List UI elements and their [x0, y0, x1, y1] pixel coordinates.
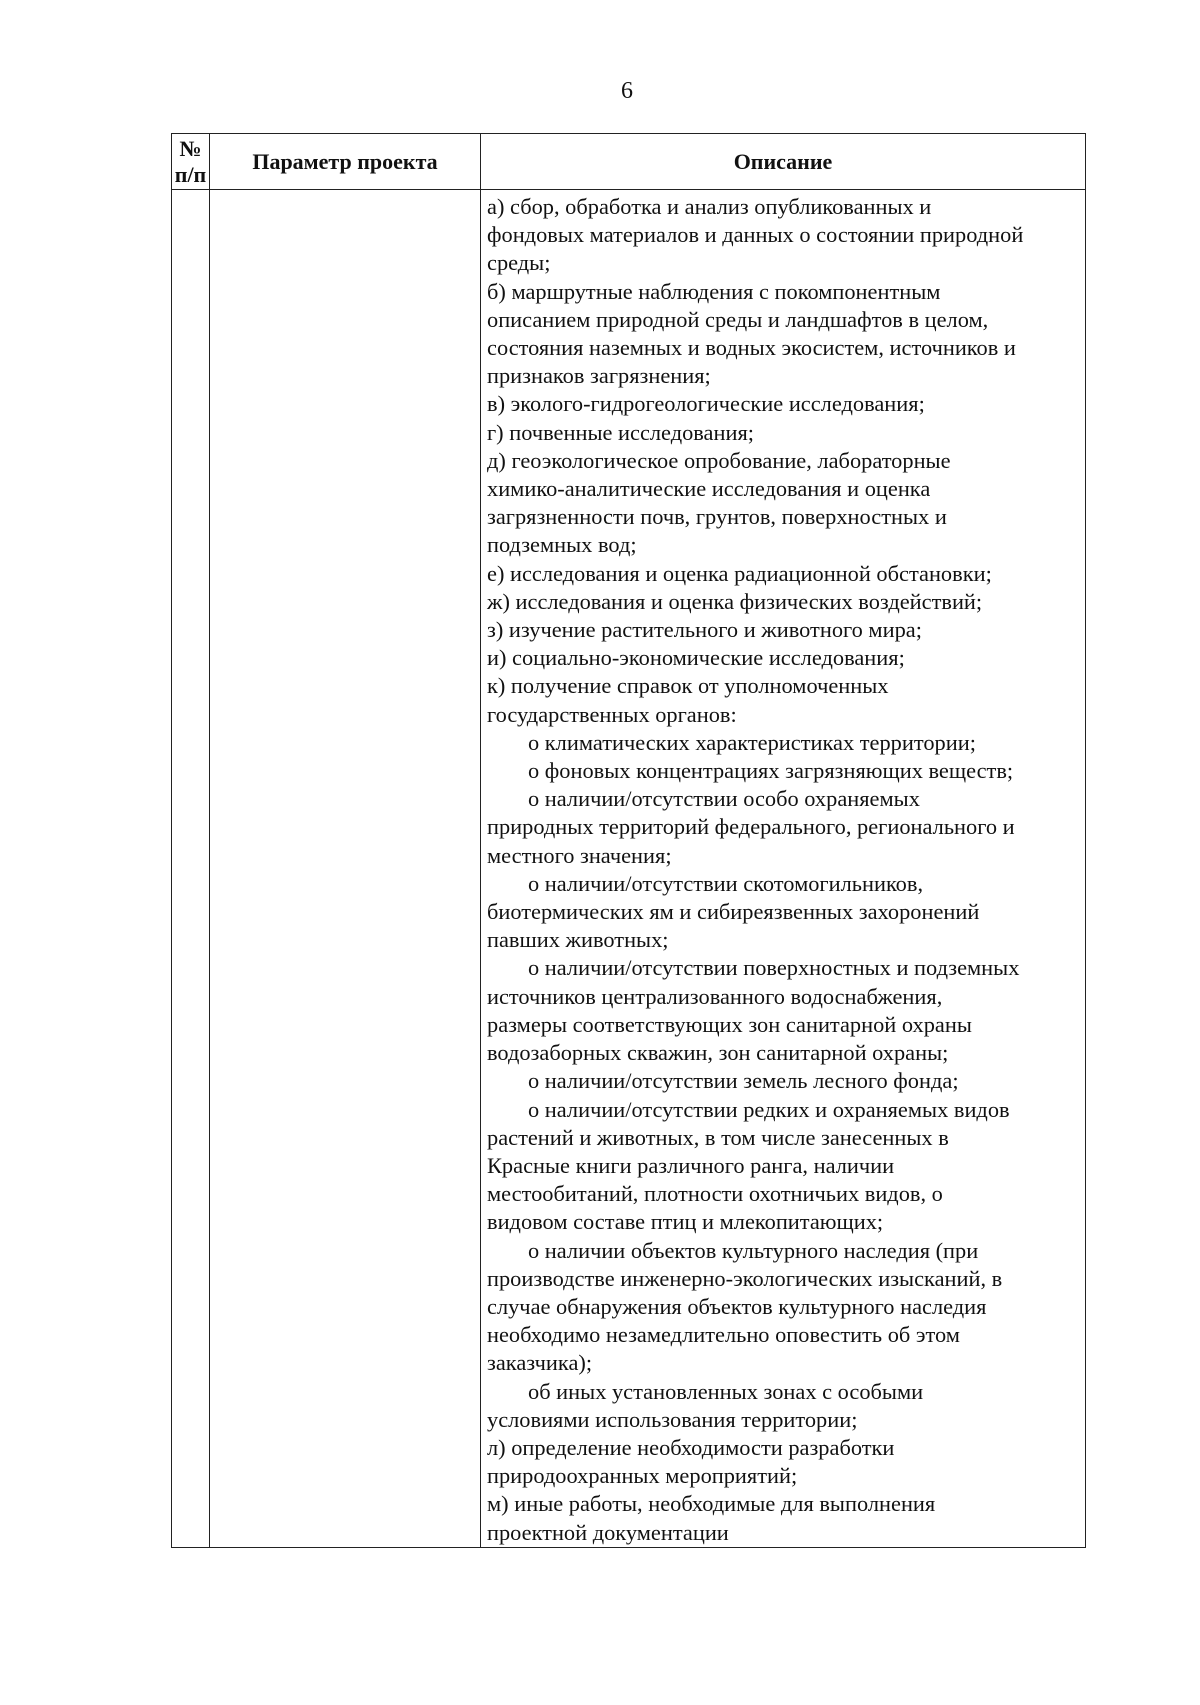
description-line: среды;	[487, 250, 551, 276]
description-line: фондовых материалов и данных о состоянии природной	[487, 222, 1024, 248]
description-line: и) социально-экономические исследования;	[487, 645, 905, 671]
description-line: о наличии/отсутствии особо охраняемых	[528, 786, 920, 812]
description-line: проектной документации	[487, 1519, 729, 1545]
description-line: павших животных;	[487, 927, 669, 953]
header-number-abbrev: п/п	[174, 161, 207, 187]
description-line: о наличии/отсутствии поверхностных и подземных	[528, 955, 1020, 981]
description-line: о климатических характеристиках территории;	[528, 729, 976, 755]
row-number-cell	[172, 190, 210, 1548]
header-number	[172, 134, 210, 190]
table-row	[172, 190, 1086, 1548]
description-line: а) сбор, обработка и анализ опубликованных и	[487, 194, 932, 219]
description-line: государственных органов:	[487, 701, 737, 727]
description-line: необходимо незамедлительно оповестить об этом	[487, 1322, 960, 1348]
description-line: заказчика);	[487, 1350, 593, 1376]
description-line: химико-аналитические исследования и оценка	[487, 476, 931, 502]
project-parameters-table	[171, 133, 1086, 1548]
description-line: водозаборных скважин, зон санитарной охраны;	[487, 1040, 949, 1066]
description-line: местообитаний, плотности охотничьих видов, о	[487, 1181, 943, 1207]
description-line: е) исследования и оценка радиационной обстановки;	[487, 560, 992, 586]
description-line: об иных установленных зонах с особыми	[528, 1378, 924, 1404]
description-line: состояния наземных и водных экосистем, источников и	[487, 335, 1016, 361]
description-line: условиями использования территории;	[487, 1406, 858, 1432]
description-line: местного значения;	[487, 842, 672, 868]
description-line: природоохранных мероприятий;	[487, 1463, 798, 1489]
description-line: в) эколого-гидрогеологические исследования;	[487, 391, 925, 417]
row-description-cell	[481, 190, 1086, 1548]
description-line: биотермических ям и сибиреязвенных захоронений	[487, 899, 980, 925]
description-line: д) геоэкологическое опробование, лабораторные	[487, 447, 951, 473]
description-line: производстве инженерно-экологических изысканий, в	[487, 1265, 1003, 1291]
description-line: о наличии/отсутствии скотомогильников,	[528, 870, 924, 896]
description-line: загрязненности почв, грунтов, поверхностных и	[487, 504, 947, 530]
description-line: описанием природной среды и ландшафтов в целом,	[487, 306, 989, 332]
description-line: растений и животных, в том числе занесенных в	[487, 1124, 949, 1150]
page-number: 6	[621, 78, 633, 104]
description-line: б) маршрутные наблюдения с покомпонентным	[487, 278, 941, 304]
description-line: случае обнаружения объектов культурного наследия	[487, 1293, 987, 1319]
header-parameter: Параметр проекта	[210, 134, 481, 190]
header-number-symbol: №	[179, 135, 202, 161]
description-line: к) получение справок от уполномоченных	[487, 673, 889, 699]
description-line: г) почвенные исследования;	[487, 419, 754, 445]
description-line: о фоновых концентрациях загрязняющих веществ;	[528, 758, 1014, 784]
description-line: источников централизованного водоснабжения,	[487, 983, 943, 1009]
description-line: размеры соответствующих зон санитарной охраны	[487, 1011, 972, 1037]
description-line: л) определение необходимости разработки	[487, 1434, 895, 1460]
description-line: о наличии/отсутствии земель лесного фонда;	[528, 1068, 959, 1094]
description-line: природных территорий федерального, регионального и	[487, 814, 1015, 840]
description-line: з) изучение растительного и животного мира;	[487, 617, 922, 643]
description-text	[487, 193, 1083, 1547]
description-line: о наличии/отсутствии редких и охраняемых видов	[528, 1096, 1010, 1122]
table-header-row	[172, 134, 1086, 190]
row-parameter-cell	[210, 190, 481, 1548]
description-line: о наличии объектов культурного наследия (при	[528, 1237, 979, 1263]
description-line: признаков загрязнения;	[487, 363, 711, 389]
description-line: Красные книги различного ранга, наличии	[487, 1152, 895, 1178]
description-line: подземных вод;	[487, 532, 637, 558]
header-description: Описание	[481, 134, 1086, 190]
description-line: видовом составе птиц и млекопитающих;	[487, 1209, 884, 1235]
description-line: ж) исследования и оценка физических воздействий;	[487, 588, 983, 614]
description-line: м) иные работы, необходимые для выполнения	[487, 1491, 936, 1517]
